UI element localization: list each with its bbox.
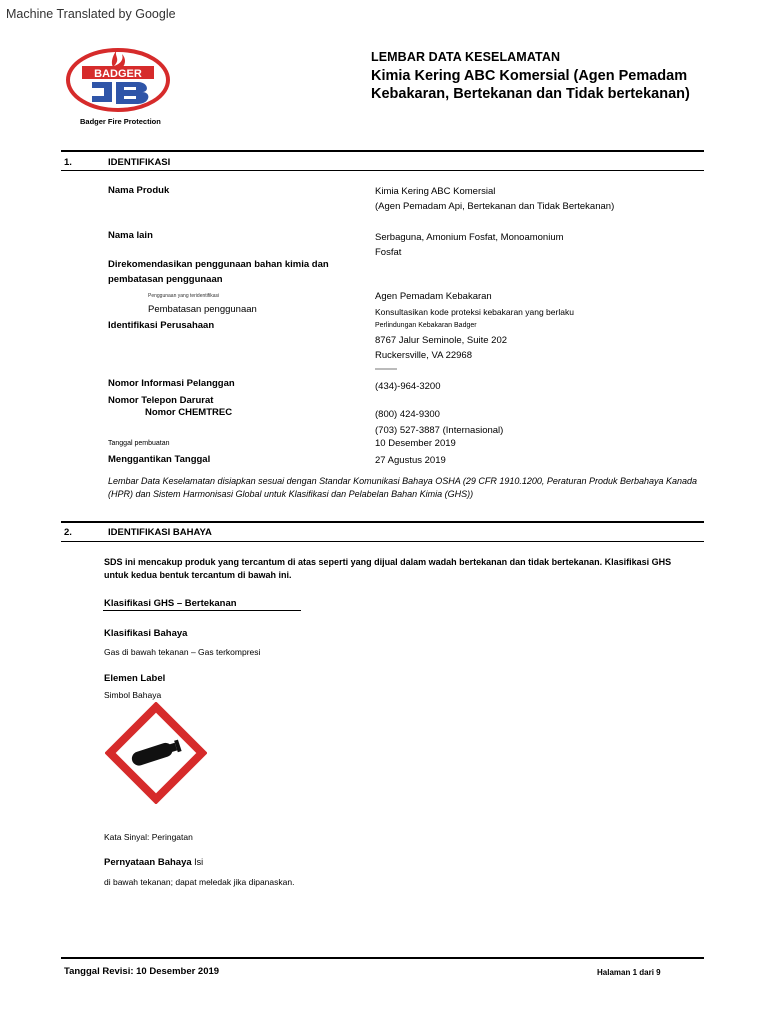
prepared-date-label: Tanggal pembuatan xyxy=(108,440,170,447)
section-1-title: IDENTIFIKASI xyxy=(108,157,171,168)
logo-caption: Badger Fire Protection xyxy=(80,117,161,126)
faint-mark xyxy=(375,368,397,370)
replaces-date-value: 27 Agustus 2019 xyxy=(375,455,446,466)
product-title: Kimia Kering ABC Komersial (Agen Pemadam Kebakaran, Bertekanan dan Tidak bertekanan) xyxy=(371,68,690,102)
other-names-value: Serbaguna, Amonium Fosfat, Monoamonium xyxy=(375,232,564,243)
footer-rule xyxy=(61,957,704,959)
emergency-phone-label: Nomor Telepon Darurat xyxy=(108,395,214,406)
ghs-pictogram xyxy=(105,702,207,804)
company-address-1: 8767 Jalur Seminole, Suite 202 xyxy=(375,335,508,346)
section-2-title: IDENTIFIKASI BAHAYA xyxy=(108,527,212,538)
other-names-label: Nama lain xyxy=(108,230,153,241)
customer-info-value: (434)-964-3200 xyxy=(375,381,441,392)
revision-date: Tanggal Revisi: 10 Desember 2019 xyxy=(64,966,220,977)
hazard-statement-tail: Isi xyxy=(191,857,204,867)
label-elements-label: Elemen Label xyxy=(104,673,166,684)
identified-use-label: Penggunaan yang teridentifikasi xyxy=(148,293,220,299)
section-2-number: 2. xyxy=(64,527,72,538)
page-number: Halaman 1 dari 9 xyxy=(597,968,661,977)
section-1-top-rule xyxy=(61,150,704,152)
prepared-date-value: 10 Desember 2019 xyxy=(375,438,456,449)
svg-text:BADGER: BADGER xyxy=(94,68,142,80)
section-1-bottom-rule xyxy=(61,170,704,171)
section-2-bottom-rule xyxy=(61,541,704,542)
hazard-statement-label: Pernyataan Bahaya xyxy=(104,857,192,868)
chemtrec-value: (800) 424-9300 xyxy=(375,409,440,420)
identified-use-value: Agen Pemadam Kebakaran xyxy=(375,291,492,302)
machine-translated-banner: Machine Translated by Google xyxy=(6,7,176,21)
product-name-value-2: (Agen Pemadam Api, Bertekanan dan Tidak Bertekanan) xyxy=(375,201,615,212)
ghs-heading-underline xyxy=(103,610,301,611)
company-address-2: Ruckersville, VA 22968 xyxy=(375,350,472,361)
product-name-value: Kimia Kering ABC Komersial xyxy=(375,186,496,197)
chemtrec-value-2: (703) 527-3887 (Internasional) xyxy=(375,425,504,436)
product-name-label: Nama Produk xyxy=(108,185,170,196)
recommended-use-label: Direkomendasikan penggunaan bahan kimia dan pembatasan penggunaan xyxy=(108,259,329,285)
hazard-statement-value: di bawah tekanan; dapat meledak jika dipanaskan. xyxy=(104,877,295,887)
ghs-classification-heading: Klasifikasi GHS – Bertekanan xyxy=(104,598,237,609)
other-names-value-2: Fosfat xyxy=(375,247,402,258)
hazard-symbol-label: Simbol Bahaya xyxy=(104,690,162,700)
signal-word: Kata Sinyal: Peringatan xyxy=(104,832,193,842)
customer-info-label: Nomor Informasi Pelanggan xyxy=(108,378,235,389)
hazard-classification-value: Gas di bawah tekanan – Gas terkompresi xyxy=(104,647,261,657)
gas-cylinder-icon xyxy=(105,702,207,804)
replaces-date-label: Menggantikan Tanggal xyxy=(108,454,211,465)
section-1-number: 1. xyxy=(64,157,72,168)
document-title: LEMBAR DATA KESELAMATAN xyxy=(371,50,561,64)
hazard-classification-label: Klasifikasi Bahaya xyxy=(104,628,188,639)
sds-compliance-note: Lembar Data Keselamatan disiapkan sesuai dengan Standar Komunikasi Bahaya OSHA (29 CFR 1910.1200, Peraturan Produk Berbahaya Kanada (HPR) dan Sistem Harmonisasi Global untuk Klasifikasi dan Pelabelan Bahan Kimia (GHS)) xyxy=(108,476,698,499)
restriction-label: Pembatasan penggunaan xyxy=(148,304,257,315)
hazard-statement-line xyxy=(104,857,203,868)
company-label: Identifikasi Perusahaan xyxy=(108,320,215,331)
restriction-value: Konsultasikan kode proteksi kebakaran yang berlaku xyxy=(375,307,574,317)
section-2-intro: SDS ini mencakup produk yang tercantum di atas seperti yang dijual dalam wadah bertekanan dan tidak bertekanan. Klasifikasi GHS untuk kedua bentuk tercantum di bawah ini. xyxy=(104,557,672,580)
section-2-top-rule xyxy=(61,521,704,523)
company-name: Perlindungan Kebakaran Badger xyxy=(375,322,477,329)
chemtrec-label: Nomor CHEMTREC xyxy=(145,407,233,418)
